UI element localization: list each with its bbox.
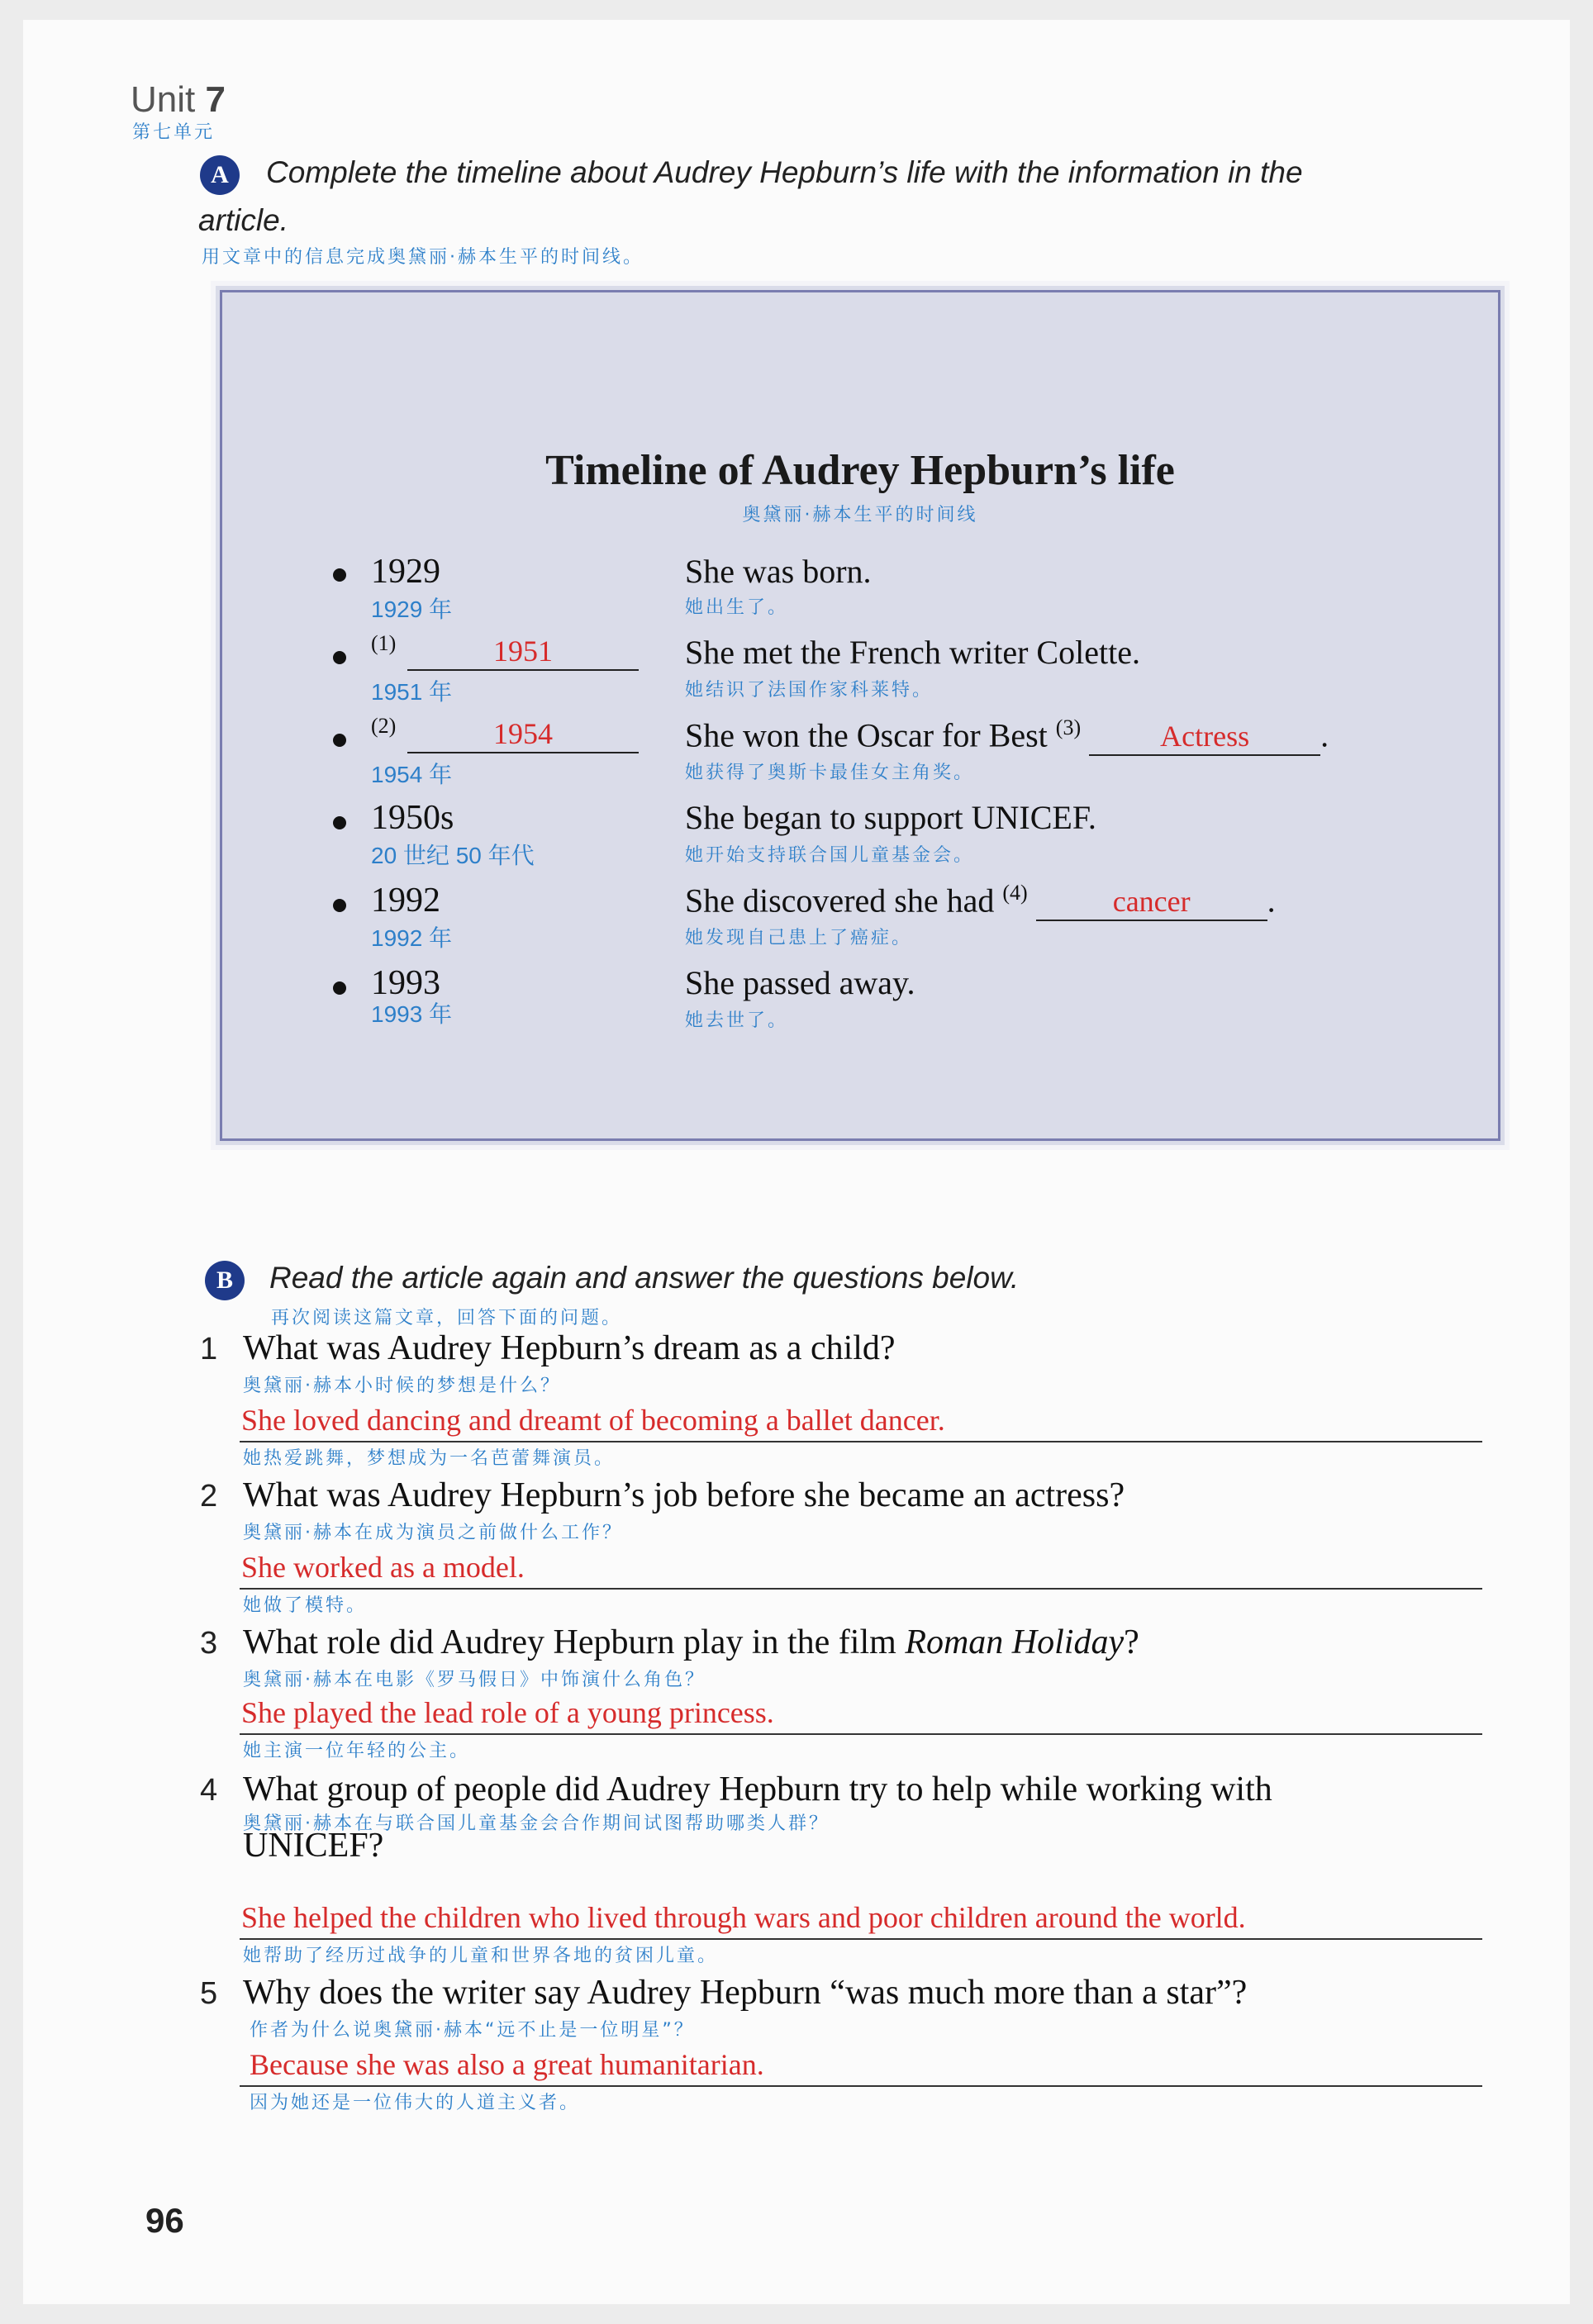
- timeline-bullet: [333, 816, 346, 829]
- answer-blank-3[interactable]: Actress: [1089, 718, 1320, 756]
- question-text-cn: 作者为什么说奥黛丽·赫本“远不止是一位明星”？: [250, 2020, 695, 2041]
- timeline-bullet: [333, 734, 346, 747]
- blank-marker: (2): [371, 714, 397, 738]
- timeline-event-text: She won the Oscar for Best: [685, 716, 1048, 754]
- timeline-bullet: [333, 568, 346, 582]
- answer-blank-4[interactable]: cancer: [1036, 883, 1267, 921]
- answer-text-cn: 她帮助了经历过战争的儿童和世界各地的贫困儿童。: [243, 1946, 719, 1966]
- timeline-event-text: She discovered she had: [685, 882, 995, 920]
- blank-marker: (4): [1002, 881, 1028, 905]
- answer-blank-2[interactable]: 1954: [407, 715, 639, 753]
- timeline-event-cn: 她获得了奥斯卡最佳女主角奖。: [685, 763, 975, 783]
- question-text: What was Audrey Hepburn’s job before she became an actress?: [243, 1476, 1125, 1514]
- question-text: [243, 1623, 1139, 1662]
- timeline-year-cn: 1951 年: [371, 679, 453, 705]
- question-mark: ?: [1124, 1623, 1139, 1661]
- section-b-badge: B: [205, 1261, 245, 1300]
- sentence-period: .: [1320, 716, 1329, 754]
- answer-blank-1[interactable]: 1951: [407, 633, 639, 671]
- answer-text: She loved dancing and dreamt of becoming a ballet dancer.: [241, 1404, 945, 1437]
- timeline-event: She met the French writer Colette.: [685, 634, 1140, 671]
- timeline-year-cn: 20 世纪 50 年代: [371, 843, 535, 868]
- timeline-event-cn: 她去世了。: [685, 1010, 789, 1031]
- timeline-event-cn: 她结识了法国作家科莱特。: [685, 680, 934, 701]
- timeline-event: She passed away.: [685, 964, 915, 1001]
- timeline-year: 1929: [371, 553, 440, 591]
- question-text-cn: 奥黛丽·赫本在与联合国儿童基金会合作期间试图帮助哪类人群？: [243, 1813, 830, 1834]
- question-number: 5: [200, 1976, 218, 2011]
- question-text-part: What role did Audrey Hepburn play in the film: [243, 1623, 906, 1661]
- timeline-event-cn: 她发现自己患上了癌症。: [685, 928, 913, 948]
- timeline-event: She was born.: [685, 553, 872, 590]
- answer-text-cn: 因为她还是一位伟大的人道主义者。: [250, 2093, 581, 2113]
- answer-text: She worked as a model.: [241, 1551, 525, 1584]
- timeline-year: 1992: [371, 882, 440, 920]
- answer-text: She helped the children who lived through wars and poor children around the world.: [241, 1901, 1246, 1934]
- question-text-cn: 奥黛丽·赫本小时候的梦想是什么？: [243, 1376, 561, 1396]
- timeline-event: [685, 881, 1276, 921]
- section-a-instruction-line2: article.: [198, 203, 288, 237]
- timeline-year: 1950s: [371, 799, 454, 837]
- timeline-bullet: [333, 651, 346, 664]
- timeline-bullet: [333, 981, 346, 995]
- blank-marker: (3): [1055, 715, 1082, 739]
- unit-heading-cn: 第七单元: [132, 122, 216, 143]
- timeline-year-cn: 1929 年: [371, 596, 453, 622]
- question-text: Why does the writer say Audrey Hepburn “was much more than a star”?: [243, 1974, 1248, 2012]
- section-b-instruction-cn: 再次阅读这篇文章，回答下面的问题。: [271, 1308, 623, 1328]
- timeline-event-cn: 她出生了。: [685, 597, 789, 618]
- answer-text-cn: 她主演一位年轻的公主。: [243, 1741, 471, 1761]
- section-b-instruction: Read the article again and answer the questions below.: [269, 1261, 1020, 1295]
- question-text-cn: 奥黛丽·赫本在电影《罗马假日》中饰演什么角色？: [243, 1670, 706, 1690]
- answer-text-cn: 她热爱跳舞，梦想成为一名芭蕾舞演员。: [243, 1448, 616, 1469]
- question-text: What group of people did Audrey Hepburn try to help while working with: [243, 1770, 1272, 1808]
- page-number: 96: [145, 2201, 184, 2240]
- question-number: 1: [200, 1332, 218, 1366]
- timeline-title: Timeline of Audrey Hepburn’s life: [545, 447, 1175, 494]
- answer-text-cn: 她做了模特。: [243, 1595, 368, 1616]
- question-number: 2: [200, 1479, 218, 1514]
- blank-marker: (1): [371, 631, 397, 655]
- question-text-cn: 奥黛丽·赫本在成为演员之前做什么工作？: [243, 1523, 623, 1543]
- timeline-year-cn: 1993 年: [371, 1001, 453, 1027]
- answer-text: She played the lead role of a young princess.: [241, 1696, 774, 1729]
- timeline-year-cn: 1954 年: [371, 762, 453, 787]
- film-title: Roman Holiday: [905, 1623, 1125, 1661]
- timeline-event: [685, 715, 1329, 756]
- section-a-badge: A: [200, 155, 240, 195]
- unit-heading: Unit 7: [131, 79, 226, 120]
- section-a-instruction-line1: Complete the timeline about Audrey Hepburn’s life with the information in the: [266, 155, 1303, 189]
- timeline-title-cn: 奥黛丽·赫本生平的时间线: [742, 505, 978, 525]
- question-number: 4: [200, 1773, 218, 1808]
- answer-text: Because she was also a great humanitarian.: [250, 2048, 764, 2081]
- timeline-year-cn: 1992 年: [371, 925, 453, 951]
- timeline-bullet: [333, 899, 346, 912]
- timeline-year: 1993: [371, 964, 440, 1002]
- question-text-line2: UNICEF?: [243, 1827, 384, 1865]
- timeline-event: She began to support UNICEF.: [685, 799, 1096, 836]
- timeline-event-cn: 她开始支持联合国儿童基金会。: [685, 845, 975, 866]
- sentence-period: .: [1267, 882, 1276, 920]
- question-number: 3: [200, 1626, 218, 1661]
- timeline-box: [211, 281, 1510, 1150]
- question-text: What was Audrey Hepburn’s dream as a child?: [243, 1329, 896, 1367]
- section-a-instruction-cn: 用文章中的信息完成奥黛丽·赫本生平的时间线。: [202, 247, 644, 268]
